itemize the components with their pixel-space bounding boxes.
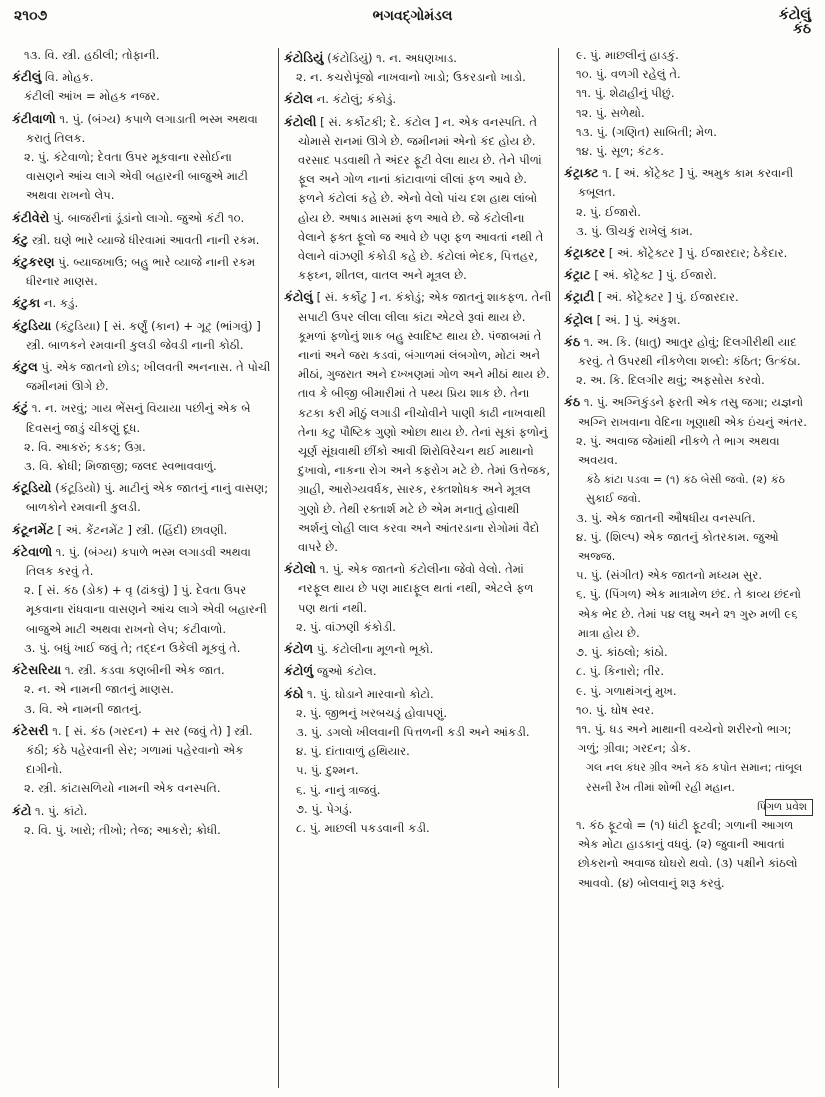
headword: કંટોલું (284, 289, 313, 305)
sense-entry: ૬. પું. (પિંગળ) એક માત્રામેળ છંદ. તે કાવ્ય છંદનો એક ભેદ છે. તેમાં ૫૪ લઘુ અને ૨૧ ગુરુ મળી ૯૬ માત્રા હોય છે. (576, 587, 801, 640)
sense-entry: ૪. પું. (શિલ્પ) એક જાતનું કોતરકામ. જુઓ અજ્જ. (576, 529, 779, 564)
dictionary-entry (284, 89, 552, 109)
headword: કંટેસરિયા (12, 662, 62, 678)
sense-entry: ૨. પું. જીભનું ખરબચડું હોવાપણું. (296, 705, 448, 720)
dictionary-entry (12, 208, 272, 228)
sense-entry: ૨. ન. એ નામની જાતનું માણસ. (24, 682, 174, 697)
headword: કંટ્રાટ (564, 267, 591, 283)
sense-entry: ૮. પું. માછલી પકડવાની કડી. (296, 820, 430, 835)
definition: પું. બ્યાજખાઉ; બહુ ભારે વ્યાજે નાની રકમ ધીરનાર માણસ. (26, 255, 256, 289)
definition: ૧. પું. એક જાતનો કંટોલીના જેવો વેલો. તેમાં નરફૂલ થાય છે પણ માદાફૂલ થતાં નથી, એટલે ફળ પણ થતાં નથી. (298, 562, 534, 615)
headword: કંટોલો (284, 561, 317, 577)
dictionary-entry (12, 252, 272, 291)
dictionary-entry (564, 163, 813, 202)
sense-entry: ૨. પું. અવાજ જેમાંથી નીકળે તે ભાગ અથવા અવયવ. (576, 433, 780, 468)
sense-entry: ૨. સ્ત્રી. કાંટાસળિયો નામની એક વનસ્પતિ. (24, 781, 221, 796)
definition: ૧. પું. કાંટો. (31, 803, 88, 818)
headword: કંટું (12, 400, 29, 416)
sense-entry: ૧૨. પું. સળેથો. (576, 105, 645, 120)
headword: કંટૂનમેંટ (12, 521, 54, 537)
definition: [ અં. કોંટ્રેક્ટર ] પું. ઈજારદાર; ઠેકેદાર. (605, 246, 788, 261)
definition: [ સં. કર્કોટકી; દે. કંટોલ ] ન. એક વનસ્પતિ. તે ચોમાસે રાનમાં ઊગે છે. જમીનમાં એનો કંદ હોય છે. વરસાદ પડવાથી તે અંદર ફૂટી વેલા થાય છે. તેને પીળાં ફૂલ અને ગોળ નાનાં કાંટાવાળાં લીલાં ફળ આવે છે. ફળને કંટોલાં કહે છે. એનો વેલો પાંચ દશ હાથ લાંબો હોય છે. અષાડ માસમાં ફળ આવે છે. જે કંટોલીના વેલાને ફક્ત ફૂલો જ આવે છે પણ ફળ આવતાં નથી તે વેલાને વાંઝણી કંકોડી કહે છે. કંટોલાં ભેદક, પિત્તહર, કફઘ્ન, શીતલ, વાતલ અને મૂત્રલ છે. (298, 114, 544, 283)
headword: કંટોળું (284, 663, 314, 679)
headword: કંઠો (284, 685, 304, 701)
sense-entry: ૩. પું. ઊચકું રાખેલું કામ. (576, 223, 693, 238)
headword: કંટુડિયા (12, 317, 52, 333)
sense-entry: ૭. પું. પેગડું. (296, 801, 353, 816)
usage-example: ગલ નલ કંધર ગ્રીવ અને કંઠ કપોત સમાન; તાંબૂલ રસની રેખ તીમાં શોભી રહી મહાન. (586, 761, 803, 794)
dictionary-entry (12, 478, 272, 517)
sense-entry: ૨. અ. કિ. દિલગીર થવું; અફસોસ કરવો. (576, 373, 765, 388)
column-right (564, 46, 813, 1092)
dictionary-entry (12, 316, 272, 355)
dictionary-entry (284, 559, 552, 618)
dictionary-entry (12, 542, 272, 581)
sense-entry: ૧. કંઠ ફૂટવો = (૧) ધાંટી ફૂટવી; ગળાની આગળ એક મોટા હાડકાનું વધવું. (૨) જુવાની આવતાં છોકરાનો અવાજ ઘોઘરો થવો. (૩) પક્ષીને કાંઠલો આવવો. (૪) બોલવાનું શરૂ કરવું. (576, 817, 798, 890)
dictionary-entry (284, 48, 552, 68)
dictionary-entry (12, 660, 272, 680)
usage-example: કંઠે કાંટા પડવા = (૧) કંઠ બેસી જવો. (૨) કંઠ સુકાઈ જવો. (586, 473, 785, 506)
sense-entry: ૬. પું. નાનું ત્રાજવું. (296, 782, 381, 797)
sense-entry: ૩. પું. ડગલો ખીલવાની પિત્તળની કડી અને આંકડી. (296, 724, 530, 739)
guide-words: કંટોલું કંઠ (778, 7, 811, 37)
definition: પું. એક જાતનો છોડ; ખીલવતી અનનાસ. તે પોચી જમીનમાં ઊગે છે. (26, 360, 271, 394)
definition: પું. કંટોલીના મૂળનો ભૂકો. (313, 642, 434, 657)
headword: કંટેવાળો (12, 543, 53, 559)
definition: ૧. પું. (બંગ્ય) કપાળે લગાડાતી ભસ્મ અથવા કરાતું તિલક. (26, 111, 258, 145)
definition: વિ. મોહક. (41, 70, 94, 85)
definition: [ સં. કર્કોટુ ] ન. કંકોડું; એક જાતનું શાકફળ. તેની સપાટી ઉપર લીલા લીલા કાંટા એટલે રૂવાં થાય છે. કૂમળાં ફળોનું શાક બહુ સ્વાદિષ્ટ થાય છે. પંજાબમાં તે નાનાં અને જરા કડવાં, બંગાળમાં લંબગોળ, મોટાં અને મીઠાં, ગુજરાત અને દખ્ખણમાં ગોળ અને મીઠાં થાય છે. તાવ કે બીજી બીમારીમાં તે પથ્ય પ્રિય શાક છે. તેના કટકા કરી મીઠું લગાડી નીચોવીને પાણી કાઢી નાખવાથી તેના કટુ પૌષ્ટિક ગુણો ઓછા થાય છે. તેનાં સૂકાં ફળોનું ચૂર્ણ સૂંઘવાથી છીંકો આવી શિરોવિરેચન થઈ માથાનો દુખાવો, નાકના રોગ અને કફરોગ મટે છે. તેમાં ઉત્તેજક, ગ્રાહી, આરોગ્યવર્ધક, સારક, રક્તશોધક અને મૂત્રલ ગુણો છે. તેથી રક્તાર્શ મટે છે એમ મનાતું હોવાથી અર્શનું લોહી લાલ કરવા અને આંતરડાના રોગોમાં વૈદો વાપરે છે. (298, 290, 552, 555)
sense-entry: ૯. પું. માછલીનું હાડકું. (576, 48, 679, 62)
dictionary-entry (12, 109, 272, 148)
dictionary-entry (284, 661, 552, 681)
headword: કંટીલું (12, 69, 42, 85)
dictionary-entry (564, 265, 813, 285)
headword: કંટ્રોલ (564, 311, 593, 327)
sense-entry: ૧૦. પું. ઘોષ સ્વર. (576, 702, 655, 717)
definition: [ અં. કેંટનમેંટ ] સ્ત્રી. (હિંદી) છાવણી. (53, 522, 228, 537)
headword: કંઠ (564, 394, 581, 410)
definition: (કંટોડિયું) ૧. ન. અધણખાડ. (323, 51, 457, 65)
dictionary-entry (12, 357, 272, 396)
headword: કંટોળ (284, 641, 314, 657)
sense-entry: કંટીલી આંખ = મોહક નજર. (24, 89, 160, 104)
headword: કંટીવાળો (12, 110, 56, 126)
dictionary-entry (12, 293, 272, 313)
sense-entry: ૪. પું. દાંતાવાળું હથિયાર. (296, 744, 410, 759)
headword: કંટૂડિયો (12, 480, 52, 496)
sense-entry: ૩. પું. બધું ખાઈ જવું તે; તદ્દન ઉકેલી મૂકવું તે. (24, 640, 241, 655)
dictionary-entry (564, 332, 813, 371)
definition: જુઓ કંટોલ. (313, 664, 377, 679)
headword: કંટો (12, 802, 32, 818)
sense-entry: ૩. વિ. એ નામની જાતનું. (24, 701, 142, 716)
sense-entry: ૨. પું. વાંઝણી કંકોડી. (296, 619, 396, 634)
headword: કંટુલ (12, 359, 38, 375)
dictionary-entry (284, 639, 552, 659)
dictionary-entry (564, 243, 813, 263)
sense-entry: ૧૦. પું. વળગી રહેલું તે. (576, 67, 681, 82)
sense-entry: ૧૪. પું. સૂળ; કંટક. (576, 144, 664, 159)
definition: [ અં. કોંટ્રેક્ટ ] પું. ઈજારો. (590, 268, 717, 283)
definition: ૧. ન. ખરવું; ગાય ભેંસનું વિયાયા પછીનું એક બે દિવસનું જાડું ચીકણું દૂધ. (26, 401, 251, 435)
dictionary-entry (284, 112, 552, 286)
definition: [ અં. ] પું. અંકુશ. (592, 312, 681, 327)
sense-entry: ૫. પું. (સંગીત) એક જાતનો મધ્યમ સુર. (576, 568, 763, 583)
headword: કંટુકરણ (12, 254, 55, 270)
source-label: પિંગળ પ્રવેશ (765, 799, 813, 816)
dictionary-entry (564, 310, 813, 330)
definition: ૧. પું. ઘોડાને મારવાનો કોટો. (303, 686, 434, 701)
dictionary-entry (564, 392, 813, 431)
column-middle (284, 46, 552, 1092)
headword: કંટીવેરો (12, 209, 50, 225)
page-number: ૨૧૦૭ (14, 8, 48, 24)
sense-entry: ૫. પું. દુશ્મન. (296, 763, 359, 778)
definition: ૧. [ અં. કોંટ્રેક્ટ ] પું. અમુક કામ કરવાની કબૂલત. (578, 166, 794, 200)
sense-entry: ૩. પું. એક જાતની ઔષધીય વનસ્પતિ. (576, 510, 756, 525)
headword: કંટોલી (284, 113, 317, 129)
dictionary-entry (284, 684, 552, 704)
headword: કંટોડિયું (284, 50, 324, 65)
page-header (14, 7, 811, 37)
headword: કંટુકા (12, 295, 41, 311)
headword: કંઠ (564, 333, 581, 349)
definition: સ્ત્રી. ઘણે ભારે વ્યાજે ધીરવામાં આવતી નાની રકમ. (28, 232, 260, 247)
headword: કંટ્રાક્ટર (564, 245, 606, 261)
sense-entry: ૧૧. પું. ધડ અને માથાની વચ્ચેનો શરીરનો ભાગ; ગળું; ગ્રીવા; ગરદન; ડોક. (576, 721, 792, 756)
sense-entry: ૧૧. પું. શેઢાહીનું પીછું. (576, 86, 675, 101)
definition: [ અં. કોંટ્રેક્ટર ] પું. ઈજારદાર. (594, 290, 739, 305)
definition: ન. કંટોલું; કંકોડું. (312, 92, 397, 107)
dictionary-entry (12, 230, 272, 250)
definition: ૧. પું. અગ્નિકુંડને ફરતી એક તસુ જગા; યજ્ઞનો અગ્નિ રાખવાના વેદિના ખૂણાથી એક ઇંચનું અંતર. (578, 395, 807, 429)
sense-entry: ૮. પું. કિનારો; તીર. (576, 664, 665, 679)
sense-entry: ૭. પું. કાંઠલો; કાંઠો. (576, 645, 668, 660)
sense-entry: ૨. ન. કચરોપૂંજો નાખવાનો ખાડો; ઉકરડાનો ખાડો. (296, 70, 526, 85)
definition: ૧. પું. (બંગ્ય) કપાળે ભસ્મ લગાડવી અથવા તિલક કરવું તે. (26, 544, 251, 579)
sense-entry: ૯. પું. ગળાથંગનું મુખ. (576, 683, 677, 698)
source-citation (564, 797, 813, 816)
definition: (કંટુડિયા) [ સં. કર્ણું (કાન) + ગૂટ્ (ભાંગવું) ] સ્ત્રી. બાળકને રમવાની કુલડી જેવડી નાની કોઠી. (26, 318, 261, 352)
sense-entry: ૨. વિ. આકરું; કડક; ઉગ્ર. (24, 439, 146, 454)
sense-entry: ૨. વિ. પું. ખારો; તીખો; તેજ; આકરો; ક્રોધી. (24, 822, 221, 837)
headword: કંટુ (12, 231, 29, 247)
dictionary-entry (12, 801, 272, 821)
sense-entry: ૨. પું. ઈજારો. (576, 204, 641, 219)
headword: કંટોલ (284, 91, 313, 107)
dictionary-entry (284, 287, 552, 557)
dictionary-entry (12, 520, 272, 540)
headword: કંટેસરી (12, 722, 49, 738)
definition: પું. બાજરીનાં ડૂંડાંનો લાગો. જુઓ કંટી ૧૦. (49, 210, 245, 225)
sense-entry: ૩. વિ. ક્રોધી; મિજાજી; જલદ સ્વભાવવાળું. (24, 459, 217, 474)
dictionary-body (12, 46, 813, 1092)
definition: ૧. [ સં. કંઠ (ગરદન) + સર (જવું તે) ] સ્ત્રી. કંઠી; કંઠે પહેરવાની સેર; ગળામાં પહેરવાનો એક દાગીનો. (26, 723, 253, 777)
dictionary-entry (12, 721, 272, 780)
headword: કંટ્રાક્ટ (564, 165, 599, 181)
dictionary-entry (12, 67, 272, 87)
headword: કંટ્રાટી (564, 289, 595, 305)
dictionary-entry (12, 398, 272, 437)
definition: ન. કડું. (40, 296, 79, 311)
definition: (કંટૂડિયો) પું. માટીનું એક જાતનું નાનું વાસણ; બાળકોને રમવાની કુલડી. (26, 481, 269, 515)
definition: ૧. અ. કિ. (ધાતુ) આતુર હોવું; દિલગીરીથી યાદ કરવું. તે ઉપરથી નીકળેલા શબ્દો: કંઠિત; ઉત્કંઠા. (578, 334, 801, 369)
sense-entry: ૧૩. પું. (ગણિત) સાબિતી; મેળ. (576, 124, 717, 139)
sense-entry: ૨. [ સં. કંઠ (ડોક) + વૃ (ઢાંકવું) ] પું. દેવતા ઉપર મૂકવાના રાંધવાના વાસણને આંચ લાગે એવી બહારની બાજુએ માટી અથવા રાખનો લેપ; કંટીવાળો. (24, 583, 267, 636)
column-left (12, 46, 272, 1092)
book-title: ભગવદ્ગોમંડલ (372, 8, 453, 24)
dictionary-entry (564, 287, 813, 307)
sense-entry: ૧૩. વિ. સ્ત્રી. હઠીલી; તોફાની. (24, 48, 160, 62)
sense-entry: ૨. પું. કંટેવાળો; દેવતા ઉપર મૂકવાના રસોઈના વાસણને આંચ લાગે એવી બહારની બાજુએ માટી અથવા રાખનો લેપ. (24, 150, 248, 203)
definition: ૧. સ્ત્રી. કડવા કણબીની એક જાત. (61, 663, 225, 678)
